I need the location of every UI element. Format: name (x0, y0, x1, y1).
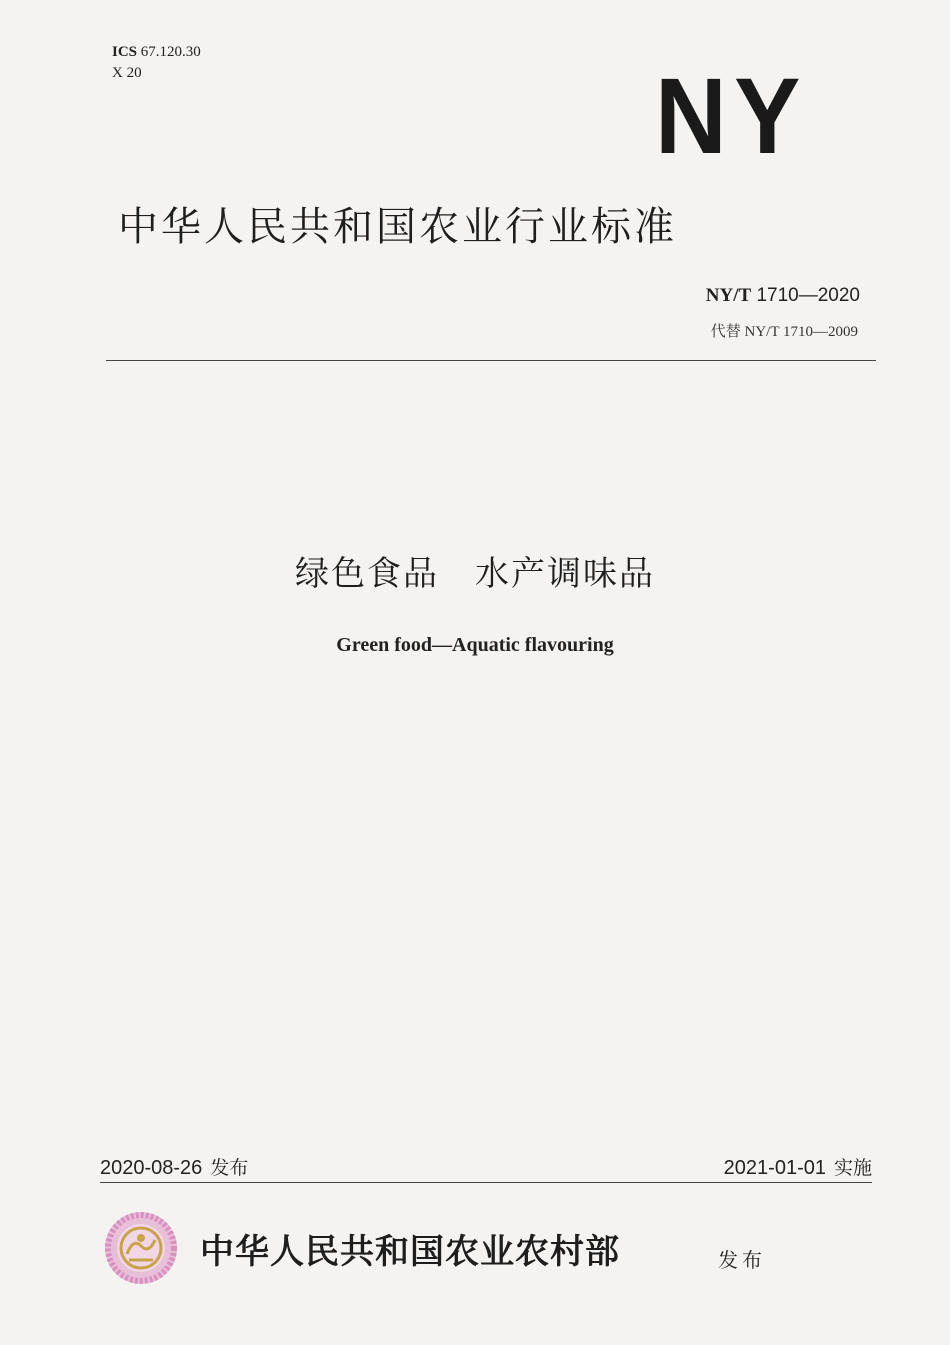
effective-date-label: 实施 (833, 1157, 872, 1179)
issuer-name: 中华人民共和国农业农村部 (200, 1232, 620, 1272)
document-title-en: Green food—Aquatic flavouring (336, 634, 614, 656)
replaces-standard: 代替 NY/T 1710—2009 (710, 324, 858, 340)
issue-date (100, 1153, 248, 1180)
standard-number (706, 285, 860, 307)
ics-label: ICS (112, 44, 138, 60)
document-title-cn: 绿色食品 水产调味品 (295, 554, 655, 594)
ics-code: 67.120.30 (140, 44, 201, 60)
standard-title: 中华人民共和国农业行业标准 (118, 204, 677, 250)
issue-date-label: 发布 (210, 1157, 249, 1179)
issuer-suffix: 发布 (718, 1248, 766, 1272)
effective-date (724, 1153, 872, 1180)
effective-date-value: 2021-01-01 (723, 1157, 826, 1179)
ny-logo: NY (655, 55, 808, 176)
classification-codes (112, 42, 201, 84)
header-divider (106, 360, 876, 361)
issue-date-value: 2020-08-26 (100, 1157, 203, 1179)
class-code: X 20 (112, 65, 142, 81)
footer-divider (100, 1182, 872, 1183)
standard-number-prefix: NY/T (705, 285, 752, 306)
ics-line (112, 42, 201, 63)
ministry-emblem-icon (103, 1210, 179, 1286)
standard-number-value: 1710—2020 (756, 285, 860, 306)
